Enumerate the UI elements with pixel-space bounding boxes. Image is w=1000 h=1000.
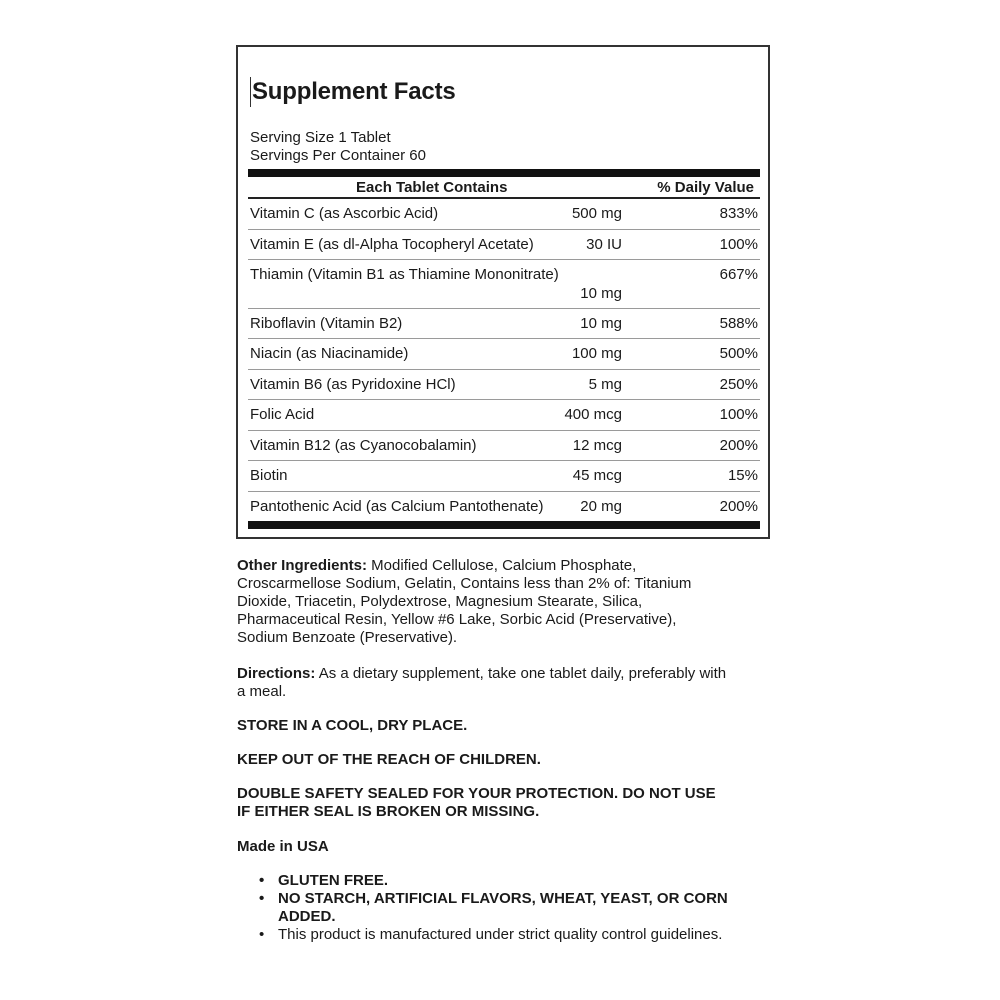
other-ingredients bbox=[237, 557, 782, 647]
nutrient-name: Folic Acid bbox=[250, 406, 315, 423]
directions-label: Directions: bbox=[237, 665, 316, 682]
nutrient-daily-value: 15% bbox=[727, 467, 758, 484]
nutrient-row bbox=[248, 230, 760, 261]
nutrient-daily-value: 200% bbox=[719, 436, 758, 454]
other-ingredients-line: Pharmaceutical Resin, Yellow #6 Lake, Sorbic Acid (Preservative), bbox=[237, 611, 677, 628]
nutrient-daily-value: 250% bbox=[719, 375, 758, 393]
nutrient-daily-value: 100% bbox=[719, 406, 758, 423]
nutrient-row bbox=[248, 309, 760, 340]
nutrient-name: Vitamin B12 (as Cyanocobalamin) bbox=[250, 436, 477, 454]
other-ingredients-label: Other Ingredients: bbox=[237, 557, 368, 574]
servings-per-container: Servings Per Container 60 bbox=[250, 147, 426, 164]
nutrient-name: Vitamin B6 (as Pyridoxine HCl) bbox=[250, 375, 456, 393]
nutrient-amount: 20 mg bbox=[580, 497, 622, 515]
nutrient-daily-value: 100% bbox=[719, 235, 758, 253]
nutrient-amount: 500 mg bbox=[571, 205, 622, 222]
nutrient-name: Thiamin (Vitamin B1 as Thiamine Mononitrate) bbox=[250, 266, 559, 283]
bullet-icon: • bbox=[259, 926, 265, 943]
list-item-text: NO STARCH, ARTIFICIAL FLAVORS, WHEAT, YEAST, OR CORN bbox=[278, 890, 728, 907]
nutrient-row bbox=[248, 431, 760, 462]
other-ingredients-line: Croscarmellose Sodium, Gelatin, Contains less than 2% of: Titanium bbox=[237, 575, 692, 592]
nutrient-name: Vitamin C (as Ascorbic Acid) bbox=[250, 205, 439, 222]
serving-info bbox=[250, 129, 426, 165]
list-item bbox=[237, 890, 782, 926]
nutrient-row bbox=[248, 339, 760, 370]
directions-line: As a dietary supplement, take one tablet daily, preferably with bbox=[315, 665, 727, 682]
storage-warning: STORE IN A COOL, DRY PLACE. bbox=[237, 717, 468, 734]
nutrient-amount: 10 mg bbox=[580, 314, 622, 332]
nutrient-row bbox=[248, 199, 760, 230]
nutrient-row bbox=[248, 370, 760, 401]
nutrient-amount: 10 mg bbox=[580, 285, 622, 302]
nutrient-daily-value: 588% bbox=[719, 314, 758, 332]
bottom-divider-bar bbox=[248, 521, 760, 529]
nutrient-row bbox=[248, 492, 760, 523]
nutrient-amount: 30 IU bbox=[586, 235, 622, 253]
nutrient-name: Riboflavin (Vitamin B2) bbox=[250, 314, 403, 332]
nutrient-amount: 100 mg bbox=[571, 345, 622, 362]
header-daily-value: % Daily Value bbox=[657, 179, 754, 196]
nutrient-rows bbox=[248, 199, 760, 522]
table-header bbox=[248, 177, 760, 199]
list-item-text: ADDED. bbox=[278, 908, 336, 925]
nutrient-amount: 400 mcg bbox=[564, 406, 622, 423]
nutrient-row bbox=[248, 400, 760, 431]
nutrient-amount: 12 mcg bbox=[572, 436, 622, 454]
feature-list bbox=[237, 872, 782, 944]
list-item-text: This product is manufactured under strict quality control guidelines. bbox=[278, 926, 723, 943]
nutrient-name: Vitamin E (as dl-Alpha Tocopheryl Acetate) bbox=[250, 235, 534, 253]
nutrient-daily-value: 200% bbox=[719, 497, 758, 515]
facts-title: Supplement Facts bbox=[252, 78, 456, 105]
nutrient-name: Biotin bbox=[250, 467, 288, 484]
nutrient-daily-value: 500% bbox=[719, 345, 758, 362]
list-item bbox=[237, 926, 782, 944]
list-item-text: GLUTEN FREE. bbox=[278, 872, 389, 889]
nutrient-amount: 5 mg bbox=[588, 375, 622, 393]
bullet-icon: • bbox=[259, 890, 265, 907]
serving-size: Serving Size 1 Tablet bbox=[250, 129, 391, 146]
top-divider-bar bbox=[248, 169, 760, 177]
nutrient-name: Niacin (as Niacinamide) bbox=[250, 345, 409, 362]
other-ingredients-line: Sodium Benzoate (Preservative). bbox=[237, 629, 458, 646]
nutrient-row bbox=[248, 461, 760, 492]
bullet-icon: • bbox=[259, 872, 265, 889]
list-item bbox=[237, 872, 782, 890]
nutrient-amount: 45 mcg bbox=[572, 467, 622, 484]
safety-seal-line: IF EITHER SEAL IS BROKEN OR MISSING. bbox=[237, 803, 540, 820]
made-in-label: Made in USA bbox=[237, 838, 329, 855]
safety-seal-warning bbox=[237, 785, 782, 821]
directions bbox=[237, 665, 782, 701]
safety-seal-line: DOUBLE SAFETY SEALED FOR YOUR PROTECTION. DO NOT USE bbox=[237, 785, 716, 802]
nutrient-row bbox=[248, 260, 760, 309]
nutrient-daily-value: 667% bbox=[719, 266, 758, 283]
nutrient-name: Pantothenic Acid (as Calcium Pantothenate) bbox=[250, 497, 544, 515]
supplement-facts-panel bbox=[236, 45, 770, 539]
children-warning: KEEP OUT OF THE REACH OF CHILDREN. bbox=[237, 751, 541, 768]
other-ingredients-line: Modified Cellulose, Calcium Phosphate, bbox=[367, 557, 637, 574]
header-each-tablet: Each Tablet Contains bbox=[356, 179, 508, 196]
directions-line: a meal. bbox=[237, 683, 287, 700]
other-ingredients-line: Dioxide, Triacetin, Polydextrose, Magnesium Stearate, Silica, bbox=[237, 593, 643, 610]
nutrient-daily-value: 833% bbox=[719, 205, 758, 222]
